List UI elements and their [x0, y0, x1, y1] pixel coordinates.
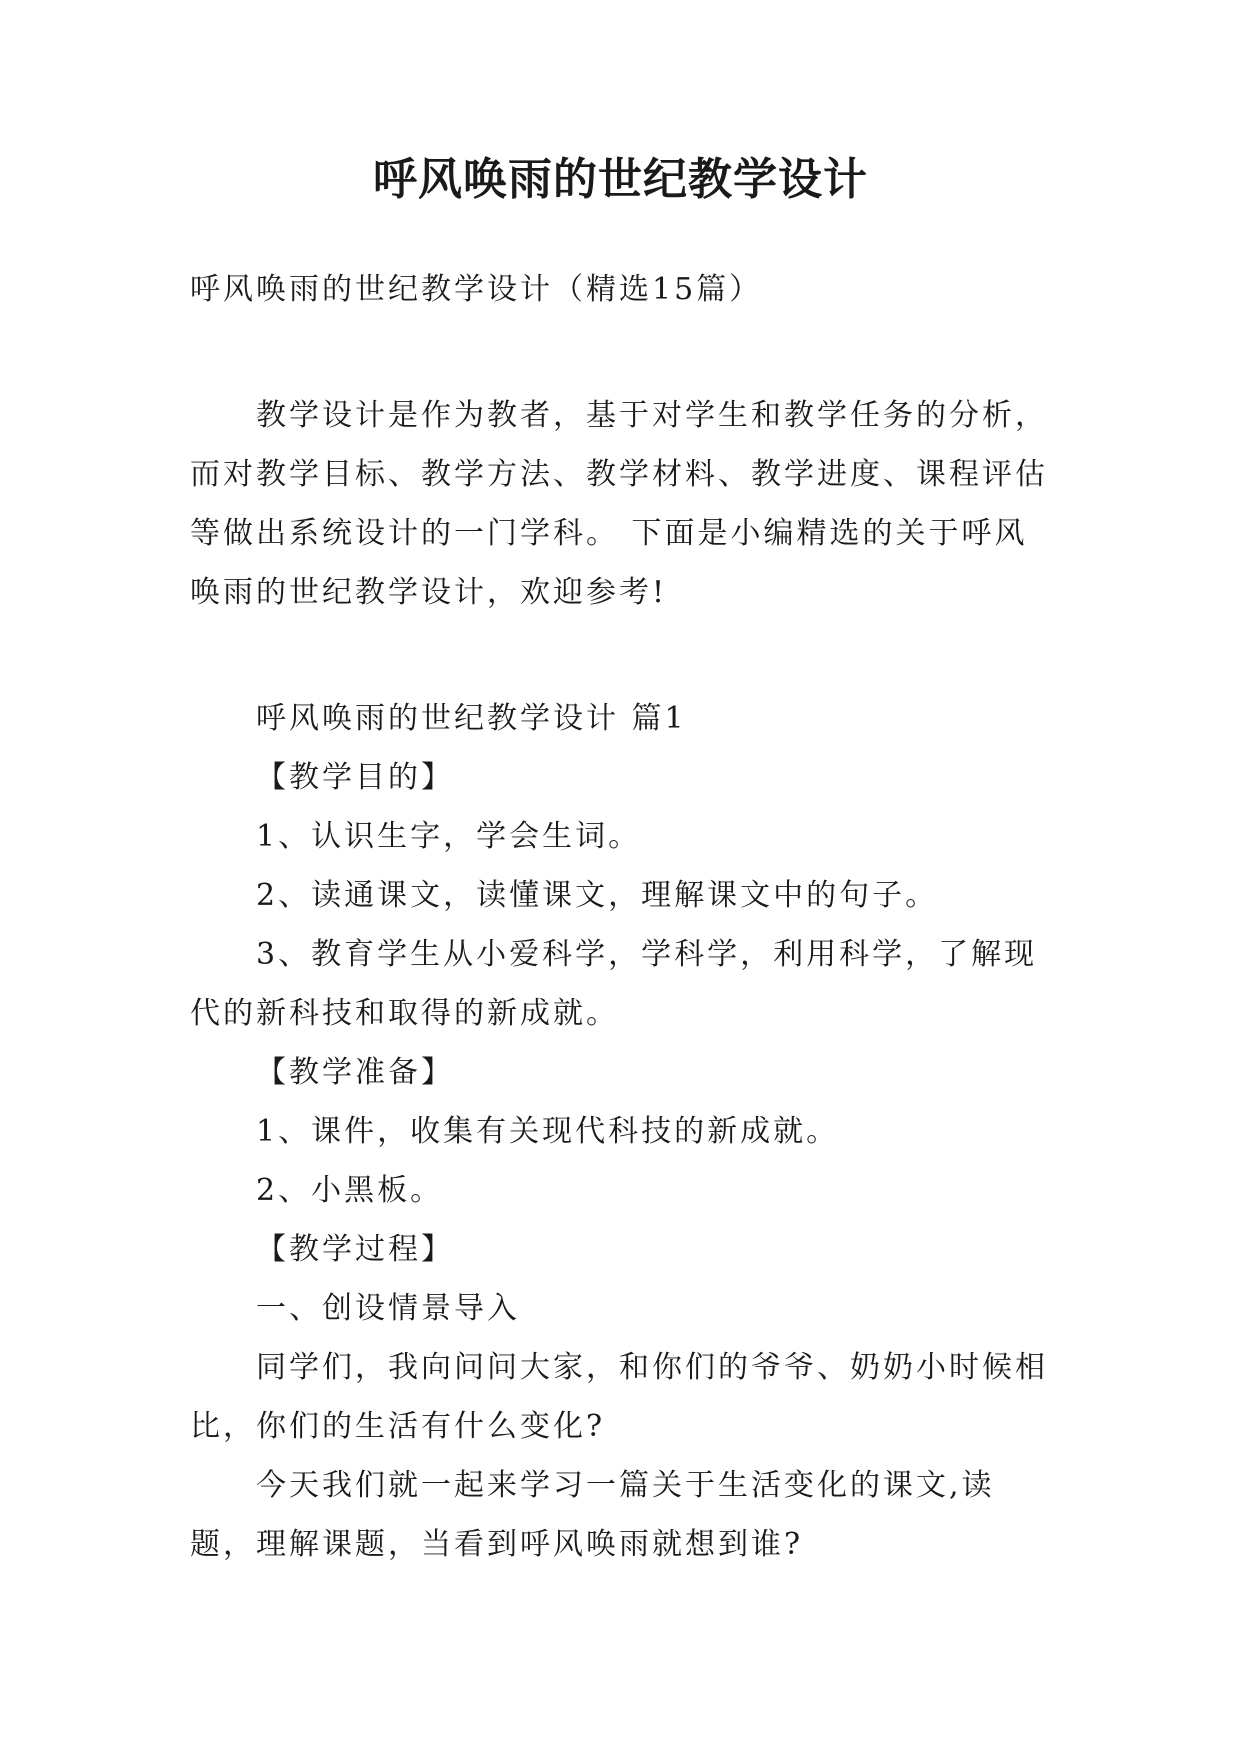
intro-paragraph: 教学设计是作为教者，基于对学生和教学任务的分析，而对教学目标、教学方法、教学材料、教学进度、课程评估等做出系统设计的一门学科。 下面是小编精选的关于呼风唤雨的世纪教学设计，欢迎参考!	[190, 398, 1048, 610]
step-heading-1: 一、创设情景导入	[256, 1291, 520, 1326]
section-heading: 呼风唤雨的世纪教学设计 篇1	[256, 701, 687, 736]
goal-item-1: 1、认识生字，学会生词。	[256, 819, 642, 854]
document-body	[190, 260, 1060, 1574]
process-heading: 【教学过程】	[256, 1232, 454, 1267]
prep-heading: 【教学准备】	[256, 1055, 454, 1090]
document-title: 呼风唤雨的世纪教学设计	[373, 154, 868, 205]
prep-item-2: 2、小黑板。	[256, 1173, 444, 1208]
goal-item-2: 2、读通课文，读懂课文，理解课文中的句子。	[256, 878, 939, 913]
goals-heading: 【教学目的】	[256, 760, 454, 795]
document-subtitle: 呼风唤雨的世纪教学设计（精选15篇）	[190, 272, 763, 307]
step-paragraph-2: 今天我们就一起来学习一篇关于生活变化的课文,读题，理解课题，当看到呼风唤雨就想到谁?	[190, 1468, 995, 1562]
step-paragraph-1: 同学们，我向问问大家，和你们的爷爷、奶奶小时候相比，你们的生活有什么变化?	[190, 1350, 1048, 1444]
goal-item-3: 3、教育学生从小爱科学，学科学，利用科学，了解现代的新科技和取得的新成就。	[190, 937, 1038, 1031]
prep-item-1: 1、课件，收集有关现代科技的新成就。	[256, 1114, 840, 1149]
